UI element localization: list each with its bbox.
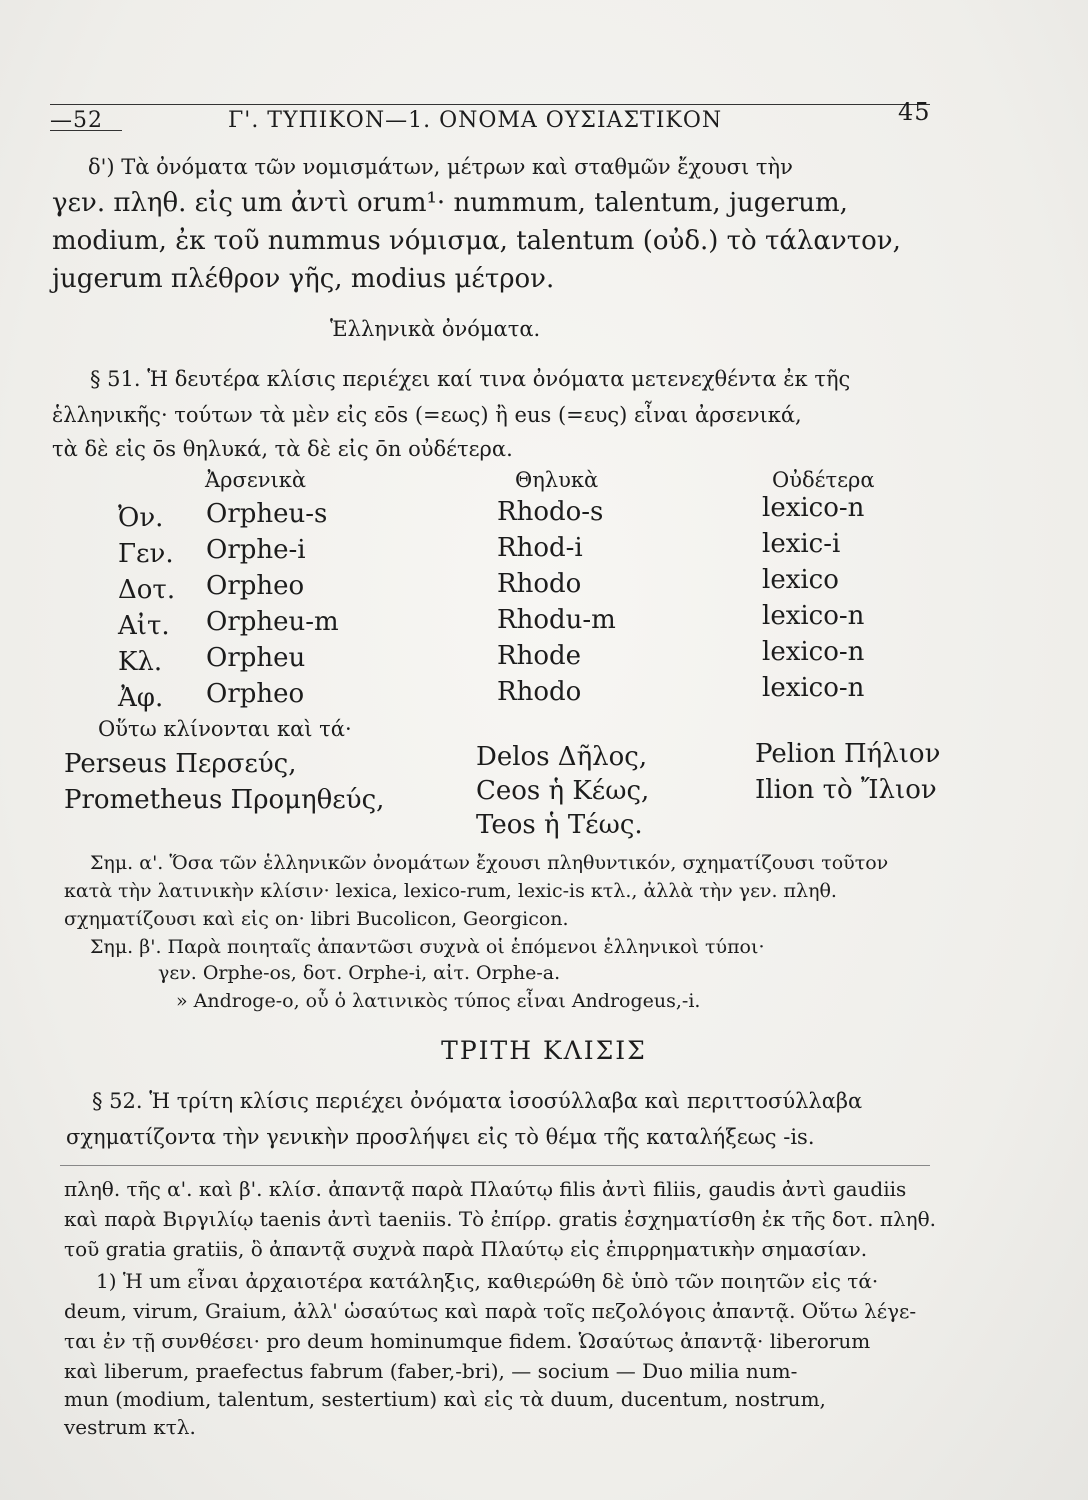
feminine-column <box>497 494 616 710</box>
note-2-line: Σημ. β'. Παρὰ ποιηταῖς ἀπαντῶσι συχνὰ οἱ ἑπόμενοι ἑλληνικοὶ τύποι· <box>90 936 765 958</box>
section-51-line: τὰ δὲ εἰς ōs θηλυκά, τὰ δὲ εἰς ōn οὐδέτερα. <box>52 437 513 461</box>
similar-word: Perseus Περσεύς, <box>64 749 297 779</box>
form-cell: lexico-n <box>762 493 865 523</box>
similar-col-1 <box>64 746 384 818</box>
similar-intro: Οὕτω κλίνονται καὶ τά· <box>98 717 352 741</box>
section-title-third-declension: ΤΡΙΤΗ ΚΛΙΣΙΣ <box>441 1036 647 1065</box>
form-cell: Rhodu-m <box>497 605 616 635</box>
page-number: 45 <box>898 98 931 126</box>
masculine-column <box>206 496 339 712</box>
form-cell: Orpheu <box>206 643 306 673</box>
subheading-greek-nouns: Ἑλληνικὰ ὀνόματα. <box>330 317 541 341</box>
section-52-line: § 52. Ἡ τρίτη κλίσις περιέχει ὀνόματα ἰσοσύλλαβα καὶ περιττοσύλλαβα <box>92 1089 863 1113</box>
similar-word: Teos ἡ Τέως. <box>476 810 643 840</box>
note-1-line: κατὰ τὴν λατινικὴν κλίσιν· lexica, lexico-rum, lexic-is κτλ., ἀλλὰ τὴν γεν. πληθ. <box>64 880 837 902</box>
neuter-column <box>762 490 864 706</box>
section-51-line: ἑλληνικῆς· τούτων τὰ μὲν εἰς εōs (=εως) ἢ eus (=ευς) εἶναι ἀρσενικά, <box>52 403 802 427</box>
intro-line: δ') Τὰ ὀνόματα τῶν νομισμάτων, μέτρων καὶ σταθμῶν ἔχουσι τὴν <box>88 155 793 179</box>
form-cell: Orpheu-s <box>206 499 328 529</box>
running-header <box>50 98 931 138</box>
footnote-line: deum, virum, Graium, ἀλλ' ὡσαύτως καὶ παρὰ τοῖς πεζολόγοις ἀπαντᾷ. Οὕτω λέγε- <box>64 1299 917 1323</box>
header-neuter: Οὐδέτερα <box>772 468 875 492</box>
footnote-line: ται ἐν τῇ συνθέσει· pro deum hominumque fidem. Ὡσαύτως ἀπαντᾷ· liberorum <box>64 1329 871 1353</box>
similar-word: Ceos ἡ Κέως, <box>476 776 650 806</box>
case-label: Ἀφ. <box>118 683 164 713</box>
form-cell: lexico-n <box>762 673 865 703</box>
footnote-line: καὶ liberum, praefectus fabrum (faber,-bri), — socium — Duo milia num- <box>64 1359 798 1383</box>
footnote-line: 1) Ἡ um εἶναι ἀρχαιοτέρα κατάληξις, καθιερώθη δὲ ὑπὸ τῶν ποιητῶν εἰς τά· <box>96 1269 879 1293</box>
footnote-line: vestrum κτλ. <box>64 1415 196 1439</box>
footnote-line: τοῦ gratia gratiis, ὃ ἀπαντᾷ συχνὰ παρὰ Πλαύτῳ εἰς ἐπιρρηματικὴν σημασίαν. <box>64 1237 868 1261</box>
form-cell: Orphe-i <box>206 535 306 565</box>
footnote-line: mun (modium, talentum, sestertium) καὶ εἰς τὰ duum, ducentum, nostrum, <box>64 1387 826 1411</box>
form-cell: Orpheo <box>206 571 305 601</box>
similar-word: Pelion Πήλιον <box>755 739 941 769</box>
case-label: Κλ. <box>118 647 163 677</box>
form-cell: Rhod-i <box>497 533 583 563</box>
note-2-line: » Androge-o, οὗ ὁ λατινικὸς τύπος εἶναι Androgeus,-i. <box>176 990 701 1012</box>
form-cell: Rhodo-s <box>497 497 604 527</box>
note-1-line: Σημ. α'. Ὅσα τῶν ἑλληνικῶν ὀνομάτων ἔχουσι πληθυντικόν, σχηματίζουσι τοῦτον <box>90 852 889 874</box>
case-labels <box>118 500 175 716</box>
section-52-line: σχηματίζοντα τὴν γενικὴν προσλήψει εἰς τὸ θέμα τῆς καταλήξεως -is. <box>66 1125 815 1149</box>
form-cell: lexico-n <box>762 601 865 631</box>
similar-word: Ilion τὸ Ἴλιον <box>755 775 937 805</box>
similar-col-3 <box>755 736 940 808</box>
similar-col-2 <box>476 740 649 842</box>
case-label: Αἰτ. <box>118 611 170 641</box>
footnote-rule <box>60 1165 930 1166</box>
section-51-line: § 51. Ἡ δευτέρα κλίσις περιέχει καί τινα ὀνόματα μετενεχθέντα ἐκ τῆς <box>90 367 851 391</box>
case-label: Δοτ. <box>118 575 176 605</box>
form-cell: Rhodo <box>497 677 582 707</box>
note-2-line: γεν. Orphe-os, δοτ. Orphe-i, αἰτ. Orphe-a. <box>158 962 561 984</box>
form-cell: lexico-n <box>762 637 865 667</box>
similar-word: Delos Δῆλος, <box>476 742 648 772</box>
note-1-line: σχηματίζουσι καὶ εἰς on· libri Bucolicon, Georgicon. <box>64 908 569 930</box>
header-feminine: Θηλυκὰ <box>515 468 599 492</box>
intro-line: modium, ἐκ τοῦ nummus νόμισμα, talentum (οὐδ.) τὸ τάλαντον, <box>52 226 901 256</box>
form-cell: Orpheo <box>206 679 305 709</box>
form-cell: lexic-i <box>762 529 841 559</box>
left-page-number: —52 <box>50 108 103 133</box>
case-label: Ὀν. <box>118 503 164 533</box>
form-cell: Rhodo <box>497 569 582 599</box>
footnote-line: καὶ παρὰ Βιργιλίῳ taenis ἀντὶ taeniis. Τὸ ἐπίρρ. gratis ἐσχηματίσθη ἐκ τῆς δοτ. πληθ. <box>64 1207 937 1231</box>
intro-line: γεν. πληθ. εἰς um ἀντὶ orum¹· nummum, talentum, jugerum, <box>52 188 848 218</box>
form-cell: lexico <box>762 565 839 595</box>
case-label: Γεν. <box>118 539 174 569</box>
header-masculine: Ἀρσενικὰ <box>205 468 307 492</box>
header-rule <box>50 104 930 105</box>
form-cell: Rhode <box>497 641 582 671</box>
form-cell: Orpheu-m <box>206 607 339 637</box>
running-title: Γ'. ΤΥΠΙΚΟΝ—1. ΟΝΟΜΑ ΟΥΣΙΑΣΤΙΚΟΝ <box>228 108 723 133</box>
intro-line: jugerum πλέθρον γῆς, modius μέτρον. <box>52 264 555 294</box>
similar-word: Prometheus Προμηθεύς, <box>64 785 385 815</box>
footnote-line: πληθ. τῆς α'. καὶ β'. κλίσ. ἀπαντᾷ παρὰ Πλαύτῳ filis ἀντὶ filiis, gaudis ἀντὶ gaudiis <box>64 1177 907 1201</box>
